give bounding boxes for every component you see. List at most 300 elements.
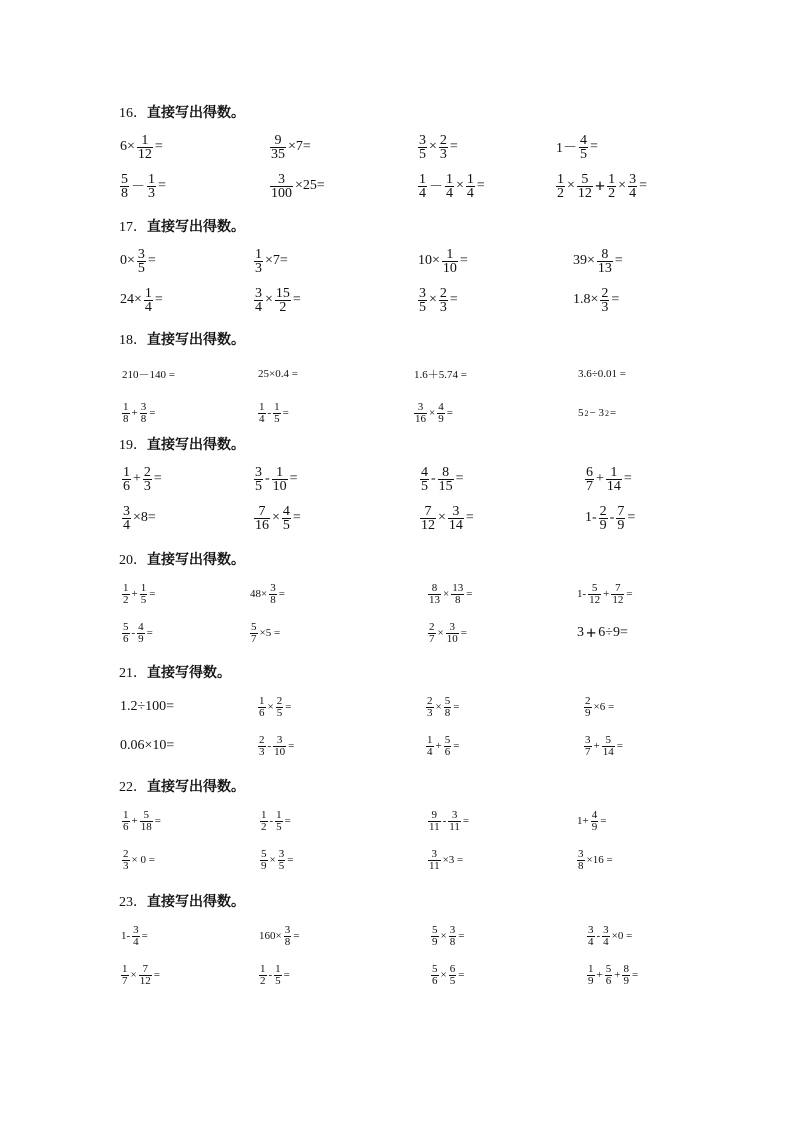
- denominator: 16: [255, 517, 269, 533]
- expression-text: =: [154, 292, 163, 307]
- numerator: 7: [142, 962, 148, 975]
- denominator: 6: [259, 706, 265, 719]
- expression-text: -: [131, 627, 136, 639]
- expression-text: =: [287, 854, 294, 866]
- numerator: 7: [615, 581, 621, 594]
- fraction: [577, 849, 585, 872]
- math-problem: [119, 284, 164, 316]
- denominator: 8: [140, 412, 147, 425]
- denominator: 10: [274, 745, 286, 758]
- fraction: [122, 466, 131, 493]
- expression-text: =: [626, 588, 633, 600]
- numerator: 1: [123, 400, 129, 413]
- expression-text: ×: [429, 139, 437, 154]
- fraction: [274, 964, 282, 987]
- bold-operator: +: [586, 622, 597, 643]
- fraction: [254, 248, 263, 275]
- denominator: 3: [255, 260, 262, 276]
- instruction-text: 直接写出得数。: [147, 219, 245, 235]
- math-problem: [427, 578, 473, 610]
- denominator: 3: [439, 299, 447, 315]
- denominator: 3: [601, 299, 609, 315]
- denominator: 9: [138, 632, 144, 645]
- instruction-text: 直接写出得数。: [147, 437, 245, 453]
- numerator: 8: [431, 581, 438, 594]
- fraction: [122, 583, 130, 606]
- fraction: [628, 173, 637, 200]
- expression-text: ×: [429, 292, 437, 307]
- expression-text: =: [449, 292, 458, 307]
- problem-row: [0, 578, 794, 610]
- fraction: [122, 622, 130, 645]
- expression-text: =: [153, 471, 162, 486]
- denominator: 10: [442, 260, 457, 276]
- fraction: [442, 248, 458, 275]
- math-problem: [253, 284, 302, 316]
- expression-text: =: [288, 740, 295, 752]
- numerator: 1: [123, 808, 129, 821]
- math-problem: [584, 502, 636, 534]
- numerator: 3: [278, 847, 285, 860]
- expression-text: ×: [435, 701, 442, 713]
- problem-row: [0, 617, 794, 649]
- fraction: [147, 173, 156, 200]
- numerator: 2: [123, 847, 129, 860]
- denominator: 6: [444, 745, 451, 758]
- numerator: 3: [123, 503, 130, 519]
- fraction: [591, 810, 599, 833]
- instruction-text: 直接写得数。: [147, 665, 231, 681]
- denominator: 4: [466, 185, 474, 201]
- denominator: 14: [606, 478, 621, 494]
- expression-text: =: [631, 969, 639, 981]
- math-problem: [586, 920, 633, 952]
- expression-text: +: [596, 969, 603, 981]
- expression-text: ×: [440, 930, 447, 942]
- denominator: 11: [429, 820, 440, 833]
- expression-text: 6÷9=: [598, 625, 628, 640]
- fraction: [254, 287, 263, 314]
- numerator: 8: [623, 962, 629, 975]
- expression-text: =: [476, 178, 485, 193]
- expression-text: =: [614, 253, 623, 268]
- numerator: 1: [427, 733, 433, 746]
- fraction: [270, 134, 286, 161]
- fraction: [254, 466, 263, 493]
- fraction: [611, 583, 624, 606]
- numerator: 3: [417, 400, 424, 413]
- math-problem: [425, 730, 460, 762]
- fraction: [269, 583, 277, 606]
- expression-text: =: [154, 815, 161, 827]
- expression-text: 1-: [577, 588, 587, 600]
- fraction: [445, 173, 454, 200]
- fraction: [258, 402, 266, 425]
- math-problem: [269, 131, 312, 163]
- expression-text: +: [435, 740, 442, 752]
- math-problem: [257, 358, 299, 390]
- math-problem: [417, 245, 469, 277]
- fraction: [600, 287, 609, 314]
- fraction: [276, 696, 284, 719]
- denominator: 3: [123, 859, 129, 872]
- numerator: 1: [446, 246, 454, 262]
- numerator: 2: [585, 694, 591, 707]
- expression-text: -: [431, 471, 436, 486]
- denominator: 6: [123, 632, 129, 645]
- section-heading: [119, 436, 245, 454]
- fraction: [259, 964, 267, 987]
- fraction: [275, 287, 291, 314]
- denominator: 12: [137, 146, 152, 162]
- expression-text: =: [154, 139, 163, 154]
- math-problem: [121, 502, 157, 534]
- numerator: 6: [449, 962, 456, 975]
- numerator: 3: [140, 400, 147, 413]
- expression-text: =: [289, 471, 298, 486]
- fraction: [122, 810, 130, 833]
- denominator: 8: [578, 859, 584, 872]
- numerator: 9: [431, 808, 438, 821]
- problem-row: [0, 397, 794, 429]
- expression-text: =: [149, 407, 156, 419]
- numerator: 3: [449, 620, 455, 633]
- math-problem: [119, 245, 157, 277]
- numerator: 1: [261, 808, 267, 821]
- problem-row: [0, 691, 794, 723]
- math-problem: [257, 691, 292, 723]
- math-problem: [121, 844, 156, 876]
- denominator: 9: [588, 974, 594, 987]
- math-problem: [269, 170, 326, 202]
- expression-text: 0×: [120, 253, 135, 268]
- expression-text: 48×: [250, 588, 268, 600]
- fraction: [428, 849, 441, 872]
- numerator: 2: [427, 694, 433, 707]
- numerator: 5: [605, 733, 611, 746]
- denominator: 4: [123, 517, 130, 533]
- expression-text: ×: [443, 588, 450, 600]
- numerator: 3: [270, 581, 276, 594]
- expression-text: -: [442, 815, 447, 827]
- denominator: 15: [438, 478, 453, 494]
- fraction: [140, 402, 148, 425]
- expression-text: =: [627, 510, 636, 525]
- expression-text: =: [278, 588, 285, 600]
- denominator: 12: [139, 974, 151, 987]
- numerator: 1: [274, 400, 280, 413]
- denominator: 3: [143, 478, 151, 494]
- numerator: 2: [599, 503, 607, 519]
- fraction: [426, 696, 434, 719]
- expression-text: ×: [618, 178, 627, 193]
- expression-text: 210－140 =: [122, 369, 175, 381]
- math-problem: [555, 170, 648, 202]
- expression-text: =: [465, 510, 474, 525]
- problem-row: [0, 358, 794, 390]
- fraction: [137, 134, 153, 161]
- denominator: 7: [122, 974, 128, 987]
- math-problem: [121, 463, 163, 495]
- numerator: 3: [588, 923, 594, 936]
- bold-operator: +: [594, 175, 606, 196]
- fraction: [258, 696, 266, 719]
- numerator: 1: [276, 808, 282, 821]
- expression-text: =: [293, 930, 300, 942]
- math-problem: [577, 397, 617, 429]
- denominator: 10: [446, 632, 458, 645]
- problem-row: [0, 131, 794, 163]
- expression-text: =: [149, 588, 156, 600]
- fraction: [448, 505, 464, 532]
- question-number: 18．: [119, 333, 147, 348]
- denominator: 5: [276, 820, 282, 833]
- fraction: [282, 505, 291, 532]
- numerator: 5: [143, 808, 149, 821]
- expression-text: +: [596, 471, 604, 486]
- fraction: [577, 173, 593, 200]
- denominator: 3: [148, 185, 155, 201]
- fraction: [438, 466, 454, 493]
- question-number: 22．: [119, 780, 147, 795]
- expression-text: -: [267, 740, 272, 752]
- numerator: 5: [121, 171, 128, 187]
- denominator: 8: [123, 412, 129, 425]
- fraction: [143, 466, 152, 493]
- expression-text: =: [466, 588, 473, 600]
- denominator: 5: [282, 517, 290, 533]
- math-problem: [583, 730, 624, 762]
- exponent: 2: [604, 408, 609, 418]
- expression-text: ×: [267, 701, 274, 713]
- math-problem: [257, 730, 295, 762]
- denominator: 4: [588, 935, 594, 948]
- problem-row: [0, 245, 794, 277]
- numerator: 1: [123, 581, 129, 594]
- expression-text: 6×: [120, 139, 135, 154]
- denominator: 5: [140, 593, 147, 606]
- fraction: [616, 505, 625, 532]
- numerator: 1: [255, 246, 262, 262]
- denominator: 11: [429, 859, 440, 872]
- denominator: 8: [449, 935, 456, 948]
- denominator: 4: [603, 935, 609, 948]
- denominator: 2: [279, 299, 287, 315]
- numerator: 5: [432, 962, 438, 975]
- math-problem: [417, 284, 459, 316]
- fraction: [602, 735, 615, 758]
- denominator: 8: [444, 706, 451, 719]
- math-problem: [419, 502, 475, 534]
- fraction: [599, 505, 608, 532]
- fraction: [431, 964, 439, 987]
- expression-text: ×: [265, 292, 273, 307]
- expression-text: × 0 =: [131, 854, 155, 866]
- fraction: [579, 134, 588, 161]
- denominator: 5: [421, 478, 428, 494]
- math-problem: [583, 691, 615, 723]
- fraction: [439, 287, 448, 314]
- numerator: 1: [140, 581, 147, 594]
- math-problem: [427, 805, 470, 837]
- problem-row: [0, 844, 794, 876]
- expression-text: 3: [577, 625, 584, 640]
- math-problem: [249, 617, 281, 649]
- math-problem: [253, 245, 289, 277]
- numerator: 5: [432, 923, 438, 936]
- denominator: 7: [585, 745, 591, 758]
- denominator: 9: [585, 706, 591, 719]
- math-problem: [119, 170, 167, 202]
- numerator: 5: [444, 694, 451, 707]
- fraction: [137, 248, 146, 275]
- expression-text: 1－: [556, 141, 577, 156]
- fraction: [137, 622, 145, 645]
- expression-text: =: [455, 471, 464, 486]
- expression-text: =: [158, 178, 166, 193]
- expression-text: =: [453, 701, 460, 713]
- math-problem: [584, 463, 633, 495]
- math-problem: [417, 131, 459, 163]
- expression-text: ×: [272, 510, 280, 525]
- denominator: 5: [276, 706, 283, 719]
- fraction: [446, 622, 459, 645]
- denominator: 5: [274, 412, 280, 425]
- fraction: [607, 173, 616, 200]
- expression-text: =: [458, 930, 465, 942]
- fraction: [273, 402, 281, 425]
- denominator: 35: [271, 146, 285, 162]
- denominator: 8: [270, 593, 276, 606]
- expression-text: ×7=: [288, 139, 311, 154]
- instruction-text: 直接写出得数。: [147, 552, 245, 568]
- instruction-text: 直接写出得数。: [147, 332, 245, 348]
- math-problem: [121, 397, 156, 429]
- numerator: 3: [431, 847, 438, 860]
- numerator: 15: [275, 285, 290, 301]
- denominator: 9: [591, 820, 598, 833]
- math-problem: [121, 805, 162, 837]
- expression-text: ×: [269, 854, 276, 866]
- numerator: 2: [259, 733, 265, 746]
- fraction: [254, 505, 270, 532]
- expression-text: 25×0.4 =: [258, 368, 298, 380]
- expression-text: =: [459, 253, 468, 268]
- numerator: 8: [601, 246, 609, 262]
- fraction: [439, 134, 448, 161]
- numerator: 2: [276, 694, 283, 707]
- expression-text: ×: [437, 627, 444, 639]
- math-problem: [258, 959, 291, 991]
- numerator: 1: [275, 962, 281, 975]
- fraction: [426, 735, 434, 758]
- numerator: 4: [591, 808, 598, 821]
- fraction: [622, 964, 630, 987]
- exponent: 2: [584, 408, 589, 418]
- expression-text: 3.6÷0.01 =: [578, 368, 626, 380]
- fraction: [602, 925, 610, 948]
- fraction: [585, 466, 594, 493]
- question-number: 16．: [119, 106, 147, 121]
- expression-text: 5: [578, 407, 584, 419]
- numerator: 5: [444, 733, 451, 746]
- denominator: 7: [251, 632, 257, 645]
- expression-text: =: [609, 407, 617, 419]
- section-heading: [119, 778, 245, 796]
- numerator: 4: [421, 464, 428, 480]
- fraction: [431, 925, 439, 948]
- denominator: 6: [432, 974, 438, 987]
- numerator: 5: [261, 847, 267, 860]
- denominator: 3: [427, 706, 433, 719]
- expression-text: ×0 =: [611, 930, 633, 942]
- expression-text: =: [141, 930, 148, 942]
- numerator: 1: [260, 962, 266, 975]
- expression-text: ×3 =: [442, 854, 464, 866]
- expression-text: =: [153, 969, 160, 981]
- denominator: 2: [557, 185, 564, 201]
- denominator: 4: [419, 185, 426, 201]
- expression-text: =: [284, 815, 291, 827]
- math-problem: [555, 131, 599, 163]
- fraction: [605, 964, 613, 987]
- denominator: 4: [629, 185, 637, 201]
- denominator: 8: [454, 593, 461, 606]
- fraction: [428, 810, 441, 833]
- expression-text: -: [267, 407, 272, 419]
- fraction: [587, 925, 595, 948]
- section-heading: [119, 104, 245, 122]
- expression-text: ×25=: [295, 178, 325, 193]
- fraction: [444, 735, 452, 758]
- denominator: 9: [599, 517, 607, 533]
- expression-text: +: [603, 588, 610, 600]
- section-heading: [119, 893, 245, 911]
- question-number: 17．: [119, 220, 147, 235]
- math-problem: [119, 691, 175, 723]
- numerator: 7: [617, 503, 625, 519]
- expression-text: －: [429, 180, 443, 195]
- expression-text: =: [453, 740, 460, 752]
- fraction: [428, 583, 441, 606]
- fraction: [270, 173, 293, 200]
- expression-text: ×: [130, 969, 137, 981]
- numerator: 3: [603, 923, 609, 936]
- numerator: 3: [449, 923, 456, 936]
- expression-text: +: [133, 471, 141, 486]
- expression-text: 24×: [120, 292, 142, 307]
- math-problem: [586, 959, 639, 991]
- fraction: [597, 248, 613, 275]
- denominator: 14: [602, 745, 614, 758]
- fraction: [584, 696, 592, 719]
- denominator: 2: [260, 974, 266, 987]
- denominator: 13: [429, 593, 440, 606]
- expression-text: =: [639, 178, 647, 193]
- denominator: 6: [605, 974, 612, 987]
- problem-row: [0, 920, 794, 952]
- fraction: [428, 622, 436, 645]
- expression-text: − 3: [589, 407, 604, 419]
- numerator: 4: [438, 400, 444, 413]
- fraction: [418, 287, 427, 314]
- denominator: 3: [259, 745, 265, 758]
- expression-text: -: [265, 471, 270, 486]
- numerator: 4: [580, 132, 587, 148]
- problem-row: [0, 284, 794, 316]
- math-problem: [249, 578, 286, 610]
- math-problem: [259, 844, 294, 876]
